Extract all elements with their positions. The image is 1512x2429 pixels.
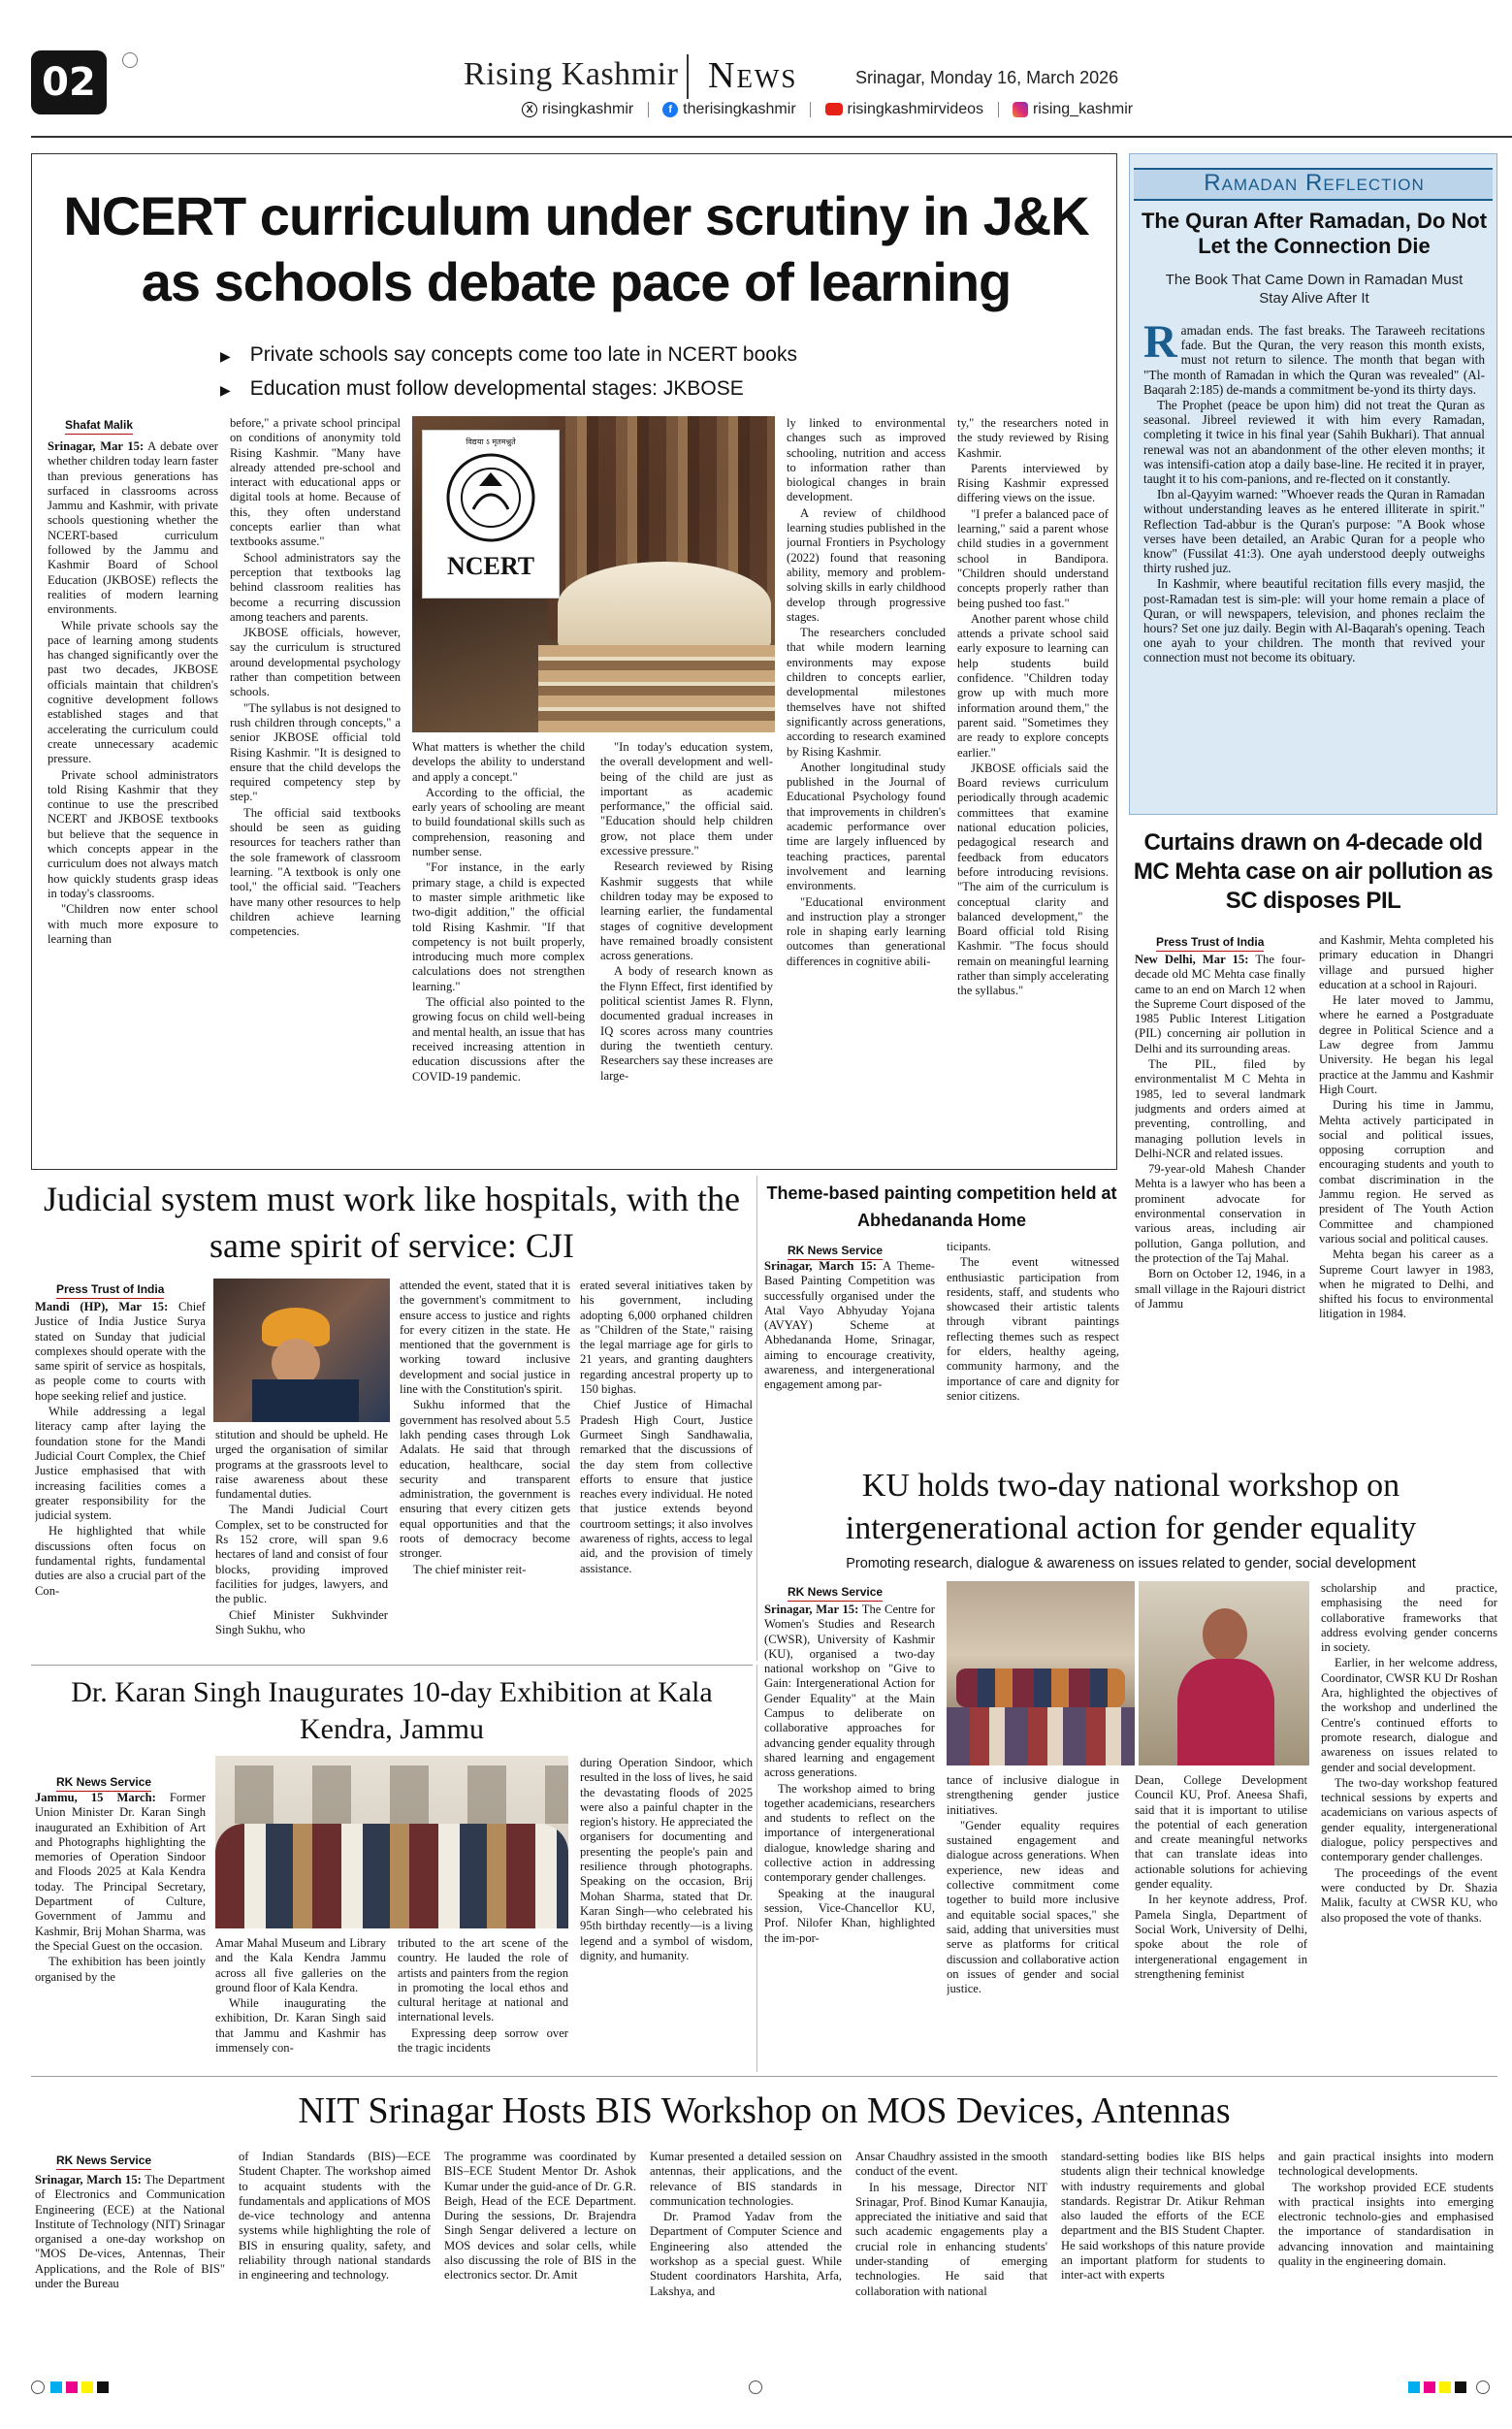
ku-paragraph: The proceedings of the event were conducted by Dr. Shazia Malik, faculty at CWSR KU, who also proposed the vote of thanks. xyxy=(1321,1865,1497,1925)
header-dateline: Srinagar, Monday 16, March 2026 xyxy=(855,68,1119,87)
lead-col-3 xyxy=(412,740,585,1161)
ku-story xyxy=(762,1465,1499,2074)
audience-row-shape xyxy=(956,1668,1125,1707)
social-youtube[interactable]: risingkashmirvideos xyxy=(825,101,984,117)
registration-mark-icon xyxy=(1476,2380,1490,2394)
crowd-shape xyxy=(215,1824,568,1928)
painting-byline: RK News Service xyxy=(788,1240,883,1260)
lead-paragraph: What matters is whether the child develops the ability to understand and apply a concept." xyxy=(412,740,585,784)
cji-story xyxy=(31,1176,753,1661)
mc-mehta-byline: Press Trust of India xyxy=(1156,931,1264,952)
section-label: News xyxy=(708,55,798,96)
ku-subhead: Promoting research, dialogue & awareness on issues related to gender, social development xyxy=(846,1556,1416,1571)
lead-paragraph: Another parent whose child attends a private school said early exposure to learning can help students build confidence. "Children today grow up with much more information around them," the parent said. "Sometimes they are ready to explore concepts earlier." xyxy=(957,611,1109,760)
mc-mehta-col-2 xyxy=(1319,933,1494,1537)
podium-shape xyxy=(252,1379,359,1422)
facebook-icon: f xyxy=(662,102,678,117)
social-bar xyxy=(522,101,1133,118)
ku-photo-audience xyxy=(947,1581,1135,1765)
instagram-icon xyxy=(1013,102,1028,117)
ku-paragraph: In her keynote address, Prof. Pamela Singla, Department of Social Work, University of Delhi, spoke about the role of intergenerational engagement in strengthening feminist xyxy=(1135,1893,1307,1981)
black-swatch xyxy=(97,2381,109,2393)
book-stack-shape xyxy=(538,645,775,732)
nit-col-1 xyxy=(35,2173,225,2367)
nit-paragraph: of Indian Standards (BIS)—ECE Student Chapter. The workshop aimed to acquaint students with the fundamentals and applications of MOS de-vice technology and antenna systems while highlighting the role of BIS in ensuring quality, safety, and reliability through national standards in engineering and technology. xyxy=(239,2150,431,2283)
lead-paragraph: "The syllabus is not designed to rush children through concepts," a senior JKBOSE official told Rising Kashmir. "It is designed to ensure that the child develops the required competency step by step." xyxy=(230,700,401,804)
lead-paragraph: While private schools say the pace of learning among students has changed significantly over the past two decades, JKBOSE officials maintain that children's cognitive development follows established stages and that accelerating the curriculum could create unnecessary academic pressure. xyxy=(48,618,218,766)
karan-paragraph: during Operation Sindoor, which resulted in the loss of lives, he said the devastating floods of 2025 were also a painful chapter in the region's history. He appreciated the organisers for documenting and presenting the people's pain and resilience through photographs. Speaking on the occasion, Brij Mohan Sharma, stated that Dr. Karan Singh—who celebrated his 95th birthday recently—is a living legend and a symbol of wisdom, dignity, and humanity. xyxy=(580,1756,753,1962)
mc-mehta-paragraph: The PIL, filed by environmentalist M C Mehta in 1985, led to several landmark judgments and orders aimed at preventing, controlling, and managing pollution levels in Delhi-NCR and related issues. xyxy=(1135,1057,1305,1160)
cji-paragraph: He highlighted that while discussions often focus on fundamental rights, fundamental duties are also a crucial part of the Con- xyxy=(35,1524,206,1598)
ku-photo-speaker xyxy=(1139,1581,1309,1765)
ku-byline: RK News Service xyxy=(788,1581,883,1602)
lead-paragraph: "In today's education system, the overall development and well-being of the child are just as important as academic performance," the official said. "Education should help children grow, not place them under excessive pressure." xyxy=(600,740,773,858)
ramadan-body xyxy=(1143,323,1485,808)
cji-col-1 xyxy=(35,1300,206,1659)
lead-story xyxy=(31,153,1117,1170)
ku-paragraph: The workshop aimed to bring together academicians, researchers and students to reflect on the importance of intergenerational dialogue, knowledge sharing and collective action in addressing contemporary gender challenges. xyxy=(764,1781,935,1885)
karan-byline: RK News Service xyxy=(56,1771,151,1792)
social-facebook[interactable]: f therisingkashmir xyxy=(662,101,795,117)
youtube-icon xyxy=(825,103,843,115)
cji-col-2 xyxy=(215,1428,388,1661)
ku-paragraph: scholarship and practice, emphasising the need for collaborative frameworks that address evolving gender concerns in society. xyxy=(1321,1581,1497,1655)
social-instagram[interactable]: rising_kashmir xyxy=(1013,101,1133,117)
lead-byline: Shafat Malik xyxy=(65,414,133,435)
speaker-head-shape xyxy=(1203,1608,1247,1661)
lead-col-4 xyxy=(600,740,773,1161)
magenta-swatch xyxy=(66,2381,78,2393)
speaker-body-shape xyxy=(1177,1659,1274,1765)
lead-paragraph: Parents interviewed by Rising Kashmir expressed differing views on the issue. xyxy=(957,461,1109,505)
nit-paragraph: Ansar Chaudhry assisted in the smooth conduct of the event. xyxy=(855,2150,1047,2179)
karan-col-3 xyxy=(398,1936,568,2070)
nit-paragraph: Dr. Pramod Yadav from the Department of Computer Science and Engineering also attended the workshop as a special guest. While Student coordinators Harshita, Arfa, Lakshya, and xyxy=(650,2210,842,2298)
column-divider xyxy=(756,1665,757,2072)
cji-col-4 xyxy=(580,1279,753,1659)
karan-paragraph: Jammu, 15 March: Former Union Minister Dr. Karan Singh inaugurated an Exhibition of Art and Photographs highlighting the memories of Operation Sindoor and Floods 2025 at Kala Kendra today. The Principal Secretary, Department of Culture, Government of Jammu and Kashmir, Brij Mohan Sharma, was the Special Guest on the occasion. xyxy=(35,1791,206,1953)
nit-paragraph: Kumar presented a detailed session on antennas, their applications, and the relevance of BIS standards in communication technologies. xyxy=(650,2150,842,2208)
karan-col-2 xyxy=(215,1936,386,2070)
ku-paragraph: Earlier, in her welcome address, Coordinator, CWSR KU Dr Roshan Ara, highlighted the objectives of the workshop and underlined the Centre's continued efforts to promote research, dialogue and awareness on issues related to gender and social development. xyxy=(1321,1656,1497,1774)
black-swatch xyxy=(1455,2381,1466,2393)
page-number: 02 xyxy=(31,50,107,114)
ncert-hindi-motto: विद्यया ऽ मृतमश्नुते xyxy=(466,437,516,446)
lead-col-5 xyxy=(787,416,946,1161)
yellow-swatch xyxy=(1439,2381,1451,2393)
cyan-swatch xyxy=(50,2381,62,2393)
cji-paragraph: erated several initiatives taken by his government, including adopting 6,000 orphaned children as "Children of the State," raising the legal marriage age for girls to 21 years, and granting daughters regarding ancestral property up to 150 bighas. xyxy=(580,1279,753,1397)
lead-paragraph: ty," the researchers noted in the study reviewed by Rising Kashmir. xyxy=(957,416,1109,460)
triangle-bullet-icon: ▶ xyxy=(220,382,231,398)
ramadan-label: Ramadan Reflection xyxy=(1204,170,1425,196)
print-color-bar xyxy=(31,2379,1497,2396)
lead-headline: NCERT curriculum under scrutiny in J&K as schools debate pace of learning xyxy=(63,185,1089,312)
masthead-logo xyxy=(464,56,678,93)
painting-col-2 xyxy=(947,1240,1119,1467)
lead-paragraph: "I prefer a balanced pace of learning," said a parent whose child studies in a government school in Bandipora. "Children should understand concepts properly rather than being pushed too fast." xyxy=(957,506,1109,610)
karan-paragraph: While inaugurating the exhibition, Dr. Karan Singh said that Jammu and Kashmir has immensely con- xyxy=(215,1996,386,2056)
x-icon: X xyxy=(522,102,537,117)
ku-col-3 xyxy=(1135,1773,1307,2072)
nit-paragraph: Srinagar, March 15: The Department of Electronics and Communication Engineering (ECE) at the National Institute of Technology (NIT) Srinagar organised a one-day workshop on "MOS De-vices, Antennas, Their Applications, and the Role of BIS" under the Bureau xyxy=(35,2173,225,2291)
story-dateline: Srinagar, Mar 15: xyxy=(764,1603,859,1616)
cji-paragraph: attended the event, stated that it is the government's commitment to ensure access to justice and rights for every citizen in the state. He mentioned that the government is working toward inclusive development and social justice in line with the Constitution's spirit. xyxy=(400,1279,570,1397)
ramadan-paragraph: Ramadan ends. The fast breaks. The Taraweeh recitations fade. But the Quran, the very reason this month exists, must not return to silence. The month that began with "The month of Ramadan in which the Quran was revealed" (Al-Baqarah 2:185) de-mands a commitment be-yond its thirty days. xyxy=(1143,323,1485,397)
yellow-swatch xyxy=(81,2381,93,2393)
ku-paragraph: Speaking at the inaugural session, Vice-Chancellor KU, Prof. Nilofer Khan, highlighted the im-por- xyxy=(764,1886,935,1945)
story-dateline: New Delhi, Mar 15: xyxy=(1135,953,1249,966)
ncert-logo xyxy=(422,430,560,599)
cji-paragraph: stitution and should be upheld. He urged the organisation of similar programs at the grassroots level to raise awareness about these fundamental duties. xyxy=(215,1428,388,1502)
ku-col-4 xyxy=(1321,1581,1497,2072)
lead-bullet-1: ▶ Private schools say concepts come too late in NCERT books xyxy=(220,343,797,366)
nit-paragraph: The workshop provided ECE students with practical insights into emerging electronic technolo-gies and emphasised the importance of standardisation in advancing innovation and maintaining quality in the engineering domain. xyxy=(1278,2180,1494,2269)
column-divider xyxy=(756,1176,757,1661)
mc-mehta-headline: Curtains drawn on 4-decade old MC Mehta case on air pollution as SC disposes PIL xyxy=(1133,829,1494,914)
nit-col-4 xyxy=(650,2150,842,2367)
story-dateline: Mandi (HP), Mar 15: xyxy=(35,1300,169,1313)
page-header xyxy=(0,0,1512,126)
lead-paragraph: "For instance, in the early primary stage, a child is expected to master simple arithmetic like two-digit addition," the official told Rising Kashmir. "If that competency is not built properly, introducing much more complex calculations does not strengthen learning." xyxy=(412,860,585,993)
mc-mehta-paragraph: New Delhi, Mar 15: The four-decade old MC Mehta case finally came to an end on March 12 when the Supreme Court disposed of the 1985 Public Interest Litigation (PIL) concerning air pollution in Delhi and its surrounding areas. xyxy=(1135,953,1305,1055)
ramadan-dropcap: R xyxy=(1143,323,1177,368)
ku-headline: KU holds two-day national workshop on intergenerational action for gender equality xyxy=(845,1468,1417,1546)
nit-col-5 xyxy=(855,2150,1047,2367)
cji-paragraph: The Mandi Judicial Court Complex, set to be constructed for Rs 152 crore, will span 9.6 hectares of land and consist of four blocks, providing improved facilities for judges, lawyers, and the public. xyxy=(215,1503,388,1606)
karan-col-4 xyxy=(580,1756,753,2070)
registration-mark-icon xyxy=(122,52,138,68)
social-x[interactable]: X risingkashmir xyxy=(522,101,633,117)
cji-paragraph: Chief Minister Sukhvinder Singh Sukhu, who xyxy=(215,1607,388,1636)
story-dateline: Srinagar, March 15: xyxy=(35,2173,142,2186)
cji-paragraph: Sukhu informed that the government has resolved about 5.5 lakh pending cases through Lok Adalats. He said that through education, healthcare, social security and transparent administration, the government is ensuring that every citizen gets equal opportunities and that the roots of democracy become stronger. xyxy=(400,1398,570,1561)
ramadan-paragraph: Ibn al-Qayyim warned: "Whoever reads the Quran in Ramadan without understanding leaves as he entered illiterate in spirit." Reflection Tad-abbur is the Quran's purpose: "A Book whose verses have been detailed, an Arabic Quran for a people who know" (Fussilat 41:3). One ayah understood deeply outweighs thirty rushed juz. xyxy=(1143,487,1485,576)
audience-row-shape xyxy=(947,1707,1135,1765)
registration-mark-icon xyxy=(31,2380,45,2394)
cji-photo xyxy=(213,1279,390,1422)
nit-paragraph: The programme was coordinated by BIS–ECE Student Mentor Dr. Ashok Kumar under the guid-ance of Dr. G.R. Beigh, Head of the ECE Department. During the sessions, Dr. Brajendra Singh Sengar delivered a lecture on MOS devices and solar cells, while also discussing the role of BIS in the electronics sector. Dr. Amit xyxy=(444,2150,636,2283)
painting-story xyxy=(762,1176,1121,1469)
lead-col-6 xyxy=(957,416,1109,1161)
ku-paragraph: The two-day workshop featured technical sessions by experts and academicians on various aspects of gender equality, intergenerational dialogue, policy perspectives and contemporary gender challenges. xyxy=(1321,1775,1497,1864)
frames-on-wall-shape xyxy=(215,1765,568,1824)
nit-byline: RK News Service xyxy=(56,2150,151,2170)
lead-col-1 xyxy=(48,439,218,1161)
lead-paragraph: ly linked to environmental changes such as improved schooling, nutrition and access to information rather than biological changes in brain development. xyxy=(787,416,946,504)
cji-paragraph: Chief Justice of Himachal Pradesh High Court, Justice Gurmeet Singh Sandhawalia, remarked that the discussions of the day stem from collective efforts to ensure that justice reaches every individual. He noted that justice extends beyond courtroom settings; it also involves awareness of rights, access to legal aid, and the provision of timely assistance. xyxy=(580,1398,753,1575)
lead-paragraph: The official also pointed to the growing focus on child well-being and mental health, an issue that has received increasing attention in education discussions after the COVID-19 pandemic. xyxy=(412,995,585,1084)
masthead-name: Rising Kashmir xyxy=(464,56,679,92)
cji-byline: Press Trust of India xyxy=(56,1279,164,1299)
ku-paragraph: tance of inclusive dialogue in strengthening gender justice initiatives. xyxy=(947,1773,1119,1817)
lead-paragraph: JKBOSE officials, however, say the curriculum is structured around developmental psychology rather than competition between schools. xyxy=(230,626,401,699)
mc-mehta-paragraph: Born on October 12, 1946, in a small village in the Rajouri district of Jammu xyxy=(1135,1267,1305,1311)
header-divider xyxy=(687,54,689,99)
section-rule xyxy=(31,2076,1497,2077)
ncert-logo-text: NCERT xyxy=(446,552,535,580)
registration-mark-icon xyxy=(749,2380,762,2394)
lead-paragraph: According to the official, the early years of schooling are meant to build foundational skills such as comprehension, reasoning and number sense. xyxy=(412,785,585,859)
painting-paragraph: ticipants. xyxy=(947,1240,991,1253)
lead-paragraph: Private school administrators told Rising Kashmir that they continue to use the prescribed NCERT and JKBOSE textbooks but believe that the sequence in which concepts appear in the curriculum does not always match how quickly students grasp ideas in today's classrooms. xyxy=(48,767,218,900)
lead-paragraph: Another longitudinal study published in the Journal of Educational Psychology found that improvements in children's academic performance over time are largely influenced by teaching practices, parental involvement and learning environments. xyxy=(787,760,946,893)
nit-paragraph: In his message, Director NIT Srinagar, Prof. Binod Kumar Kanaujia, appreciated the initiative and said that such academic engagements play a crucial role in enhancing students' under-standing of emerging technologies. He said that collaboration with national xyxy=(855,2180,1047,2298)
header-rule xyxy=(31,136,1512,138)
lead-paragraph: JKBOSE officials said the Board reviews curriculum periodically through academic committees that examine national education policies, pedagogical research and feedback from educators before introducing revisions. "The aim of the curriculum is conceptual clarity and balanced development," the Board official told Rising Kashmir. "The focus should remain on meaningful learning rather than simply accelerating the syllabus." xyxy=(957,761,1109,998)
magenta-swatch xyxy=(1424,2381,1435,2393)
open-book-shape xyxy=(558,562,771,649)
ramadan-headline: The Quran After Ramadan, Do Not Let the Connection Die xyxy=(1141,209,1488,258)
cji-paragraph: While addressing a legal literacy camp after laying the foundation stone for the Mandi Judicial Court Complex, the Chief Justice emphasised that with increasing facilities comes a greater responsibility for the judicial system. xyxy=(35,1405,206,1523)
lead-paragraph: The researchers concluded that while modern learning environments may expose children to concepts earlier, developmental milestones themselves have not shifted significantly across generations, according to research examined by Rising Kashmir. xyxy=(787,626,946,759)
lead-paragraph: "Educational environment and instruction play a stronger role in shaping early learning outcomes than generational differences in cognitive abili- xyxy=(787,894,946,968)
lead-paragraph: A body of research known as the Flynn Effect, first identified by political scientist James R. Flynn, documented gradual increases in IQ scores across many countries during the twentieth century. Researchers say these increases are large- xyxy=(600,964,773,1083)
karan-story xyxy=(31,1665,753,2072)
cji-headline: Judicial system must work like hospitals, with the same spirit of service: CJI xyxy=(44,1180,740,1265)
ramadan-box xyxy=(1129,153,1497,815)
karan-paragraph: Expressing deep sorrow over the tragic incidents xyxy=(398,2025,568,2056)
ku-paragraph: Dean, College Development Council KU, Prof. Aneesa Shafi, said that it is important to utilise the potential of each generation and create meaningful networks that can translate ideas into actionable solutions for achieving gender equality. xyxy=(1135,1773,1307,1892)
lead-paragraph: before," a private school principal on conditions of anonymity told Rising Kashmir. "Many have already attended pre-school and interact with educational apps or digital tools at home. Because of this, they often understand concepts earlier than what textbooks assume." xyxy=(230,416,401,549)
ramadan-paragraph: In Kashmir, where beautiful recitation fills every masjid, the post-Ramadan test is sim-ple: will your home remain a place of Quran, or will newspapers, television, and phones reclaim the hours? Set one juz daily. Begin with Al-Baqarah's opening. Teach one ayah to your children. The month that revived your connection must not become its obituary. xyxy=(1143,576,1485,665)
ramadan-subhead: The Book That Came Down in Ramadan Must Stay Alive After It xyxy=(1165,272,1464,307)
nit-paragraph: and gain practical insights into modern technological developments. xyxy=(1278,2150,1494,2179)
lead-bullets xyxy=(220,339,996,406)
nit-col-2 xyxy=(239,2150,431,2367)
story-dateline: Jammu, 15 March: xyxy=(35,1791,156,1804)
lead-paragraph: The official said textbooks should be seen as guiding resources for teachers rather than the sole framework of classroom learning. "A textbook is only one tool," the official said. "Teachers have many other resources to help children achieve learning competencies. xyxy=(230,805,401,939)
karan-paragraph: tributed to the art scene of the country. He lauded the role of artists and painters from the region in promoting the local ethos and cultural heritage at national and international levels. xyxy=(398,1936,568,2024)
ku-col-1 xyxy=(764,1603,935,2072)
mc-mehta-paragraph: Mehta began his career as a Supreme Court lawyer in 1983, when he migrated to Delhi, and shifted his focus to environmental litigation in 1984. xyxy=(1319,1247,1494,1321)
karan-headline: Dr. Karan Singh Inaugurates 10-day Exhibition at Kala Kendra, Jammu xyxy=(71,1676,713,1745)
mc-mehta-story xyxy=(1129,825,1497,1542)
cyan-swatch xyxy=(1408,2381,1420,2393)
ku-paragraph: Srinagar, Mar 15: The Centre for Women's Studies and Research (CWSR), University of Kashmir (KU), organised a two-day national workshop on "Give to Gain: Intergenerational Action for Gender Equality" at the Main Campus to deliberate on collaborative approaches for advancing gender equality through shared learning and engagement across generations. xyxy=(764,1603,935,1780)
nit-story xyxy=(31,2076,1497,2371)
karan-photo xyxy=(215,1756,568,1928)
section-rule xyxy=(31,1665,753,1666)
mc-mehta-paragraph: During his time in Jammu, Mehta actively participated in social and political issues, opposing corruption and encouraging students and youth to combat discrimination in the Jammu region. He served as president of The Youth Action Committee and championed various social and political causes. xyxy=(1319,1098,1494,1246)
karan-paragraph: Amar Mahal Museum and Library and the Kala Kendra Jammu across all five galleries on the ground floor of Kala Kendra. xyxy=(215,1936,386,1994)
lead-paragraph: School administrators say the perception that textbooks lag behind classroom realities has become a recurring discussion among teachers and parents. xyxy=(230,550,401,624)
ncert-emblem-icon xyxy=(444,451,537,544)
mc-mehta-paragraph: and Kashmir, Mehta completed his primary education in Dhangri village and pursued higher education at a school in Rajouri. xyxy=(1319,933,1494,991)
mc-mehta-paragraph: He later moved to Jammu, where he earned a Postgraduate degree in Political Science and a Law degree from Jammu University. He began his legal practice at the Jammu and Kashmir High Court. xyxy=(1319,993,1494,1096)
lead-bullet-2: ▶ Education must follow developmental stages: JKBOSE xyxy=(220,377,744,400)
ku-paragraph: "Gender equality requires sustained engagement and dialogue across generations. When experience, new ideas and collective commitment come together to build more inclusive and equitable social spaces," she said, adding that universities must serve as platforms for critical discussion and collaborative action on issues of gender and social justice. xyxy=(947,1818,1119,1996)
lead-col-2 xyxy=(230,416,401,1161)
nit-headline: NIT Srinagar Hosts BIS Workshop on MOS Devices, Antennas xyxy=(298,2090,1231,2131)
story-dateline: Srinagar, March 15: xyxy=(764,1259,877,1273)
lead-paragraph: Srinagar, Mar 15: A debate over whether children today learn faster than previous generations has surfaced in classrooms across Jammu and Kashmir, with private schools questioning whether the NCERT-based curriculum followed by the Jammu and Kashmir Board of School Education (JKBOSE) reflects the realities of modern learning environments. xyxy=(48,439,218,617)
cji-col-3 xyxy=(400,1279,570,1659)
nit-col-7 xyxy=(1278,2150,1494,2367)
painting-headline: Theme-based painting competition held at Abhedananda Home xyxy=(766,1183,1117,1230)
painting-col-1 xyxy=(764,1259,935,1467)
ncert-photo xyxy=(412,416,775,732)
story-dateline: Srinagar, Mar 15: xyxy=(48,439,145,453)
triangle-bullet-icon: ▶ xyxy=(220,348,231,364)
cji-paragraph: Mandi (HP), Mar 15: Chief Justice of India Justice Surya stated on Sunday that judicial complexes should operate with the same spirit of service as hospitals, as people come to courts with hope seeking relief and justice. xyxy=(35,1300,206,1403)
mc-mehta-paragraph: 79-year-old Mahesh Chander Mehta is a lawyer who has been a prominent advocate for environmental conservation in various areas, including air pollution, Ganga pollution, and the protection of the Taj Mahal. xyxy=(1135,1162,1305,1265)
nit-paragraph: standard-setting bodies like BIS helps students align their technical knowledge with industry requirements and global standards. Registrar Dr. Atikur Rehman also lauded the efforts of the ECE department and the BIS Student Chapter. He said workshops of this nature provide an important platform for students to inter-act with experts xyxy=(1061,2150,1265,2283)
nit-col-6 xyxy=(1061,2150,1265,2367)
lead-paragraph: A review of childhood learning studies published in the journal Frontiers in Psychology (2022) found that reasoning ability, memory and problem-solving skills in early childhood develop through progressive stages. xyxy=(787,505,946,624)
mc-mehta-col-1 xyxy=(1135,953,1305,1537)
painting-paragraph: Srinagar, March 15: A Theme-Based Painting Competition was successfully organised under the Atal Vayo Abhyuday Yojana (AVYAY) Scheme at Abhedananda Home, Srinagar, aiming to encourage creativity, awareness, and intergenerational engagement among par- xyxy=(764,1259,935,1392)
karan-paragraph: The exhibition has been jointly organised by the xyxy=(35,1955,206,1984)
nit-col-3 xyxy=(444,2150,636,2367)
lead-paragraph: Research reviewed by Rising Kashmir suggests that while children today may be exposed to learning earlier, the fundamental stages of cognitive development have remained broadly consistent across generations. xyxy=(600,859,773,963)
cji-paragraph: The chief minister reit- xyxy=(413,1562,527,1576)
lead-paragraph: "Children now enter school with much more exposure to learning than xyxy=(48,902,218,946)
ku-col-2 xyxy=(947,1773,1119,2072)
ramadan-paragraph: The Prophet (peace be upon him) did not treat the Quran as seasonal. Jibreel reviewed it with him every Ramadan, completing it twice in his final year (Sahih Bukhari). That annual renewal was not an abandonment of the other eleven months; it was intensifi-cation atop a daily base-line. He recited it in prayer, taught it to his com-panions, and re-flected on it constantly. xyxy=(1143,398,1485,487)
karan-col-1 xyxy=(35,1791,206,2070)
painting-paragraph: The event witnessed enthusiastic participation from residents, staff, and students who showcased their artistic talents through vibrant paintings reflecting themes such as respect for elders, healthy ageing, community harmony, and the importance of care and dignity for senior citizens. xyxy=(947,1255,1119,1403)
